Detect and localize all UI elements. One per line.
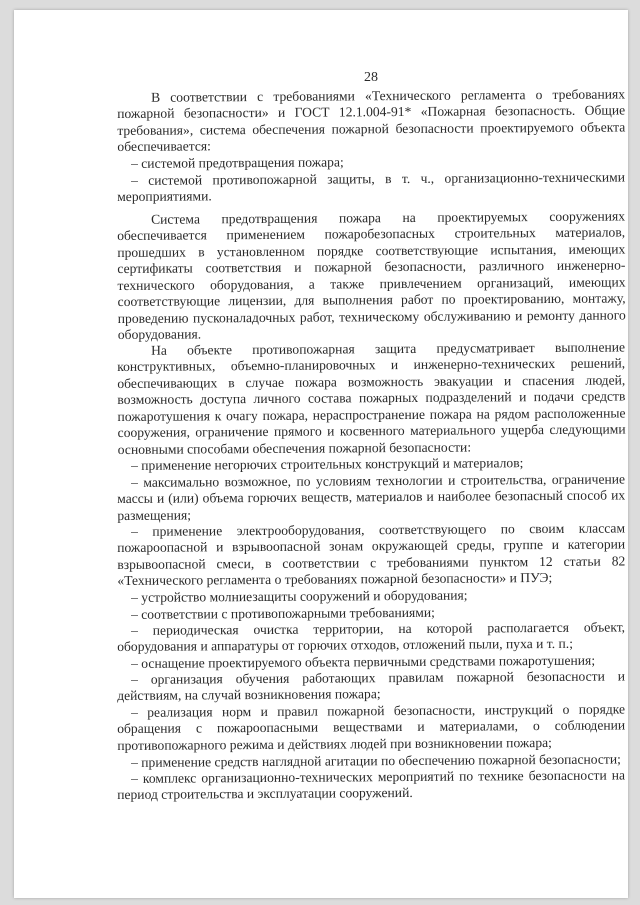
- protection-item: – организация обучения работающих правилам пожарной безопасности и действиям, на случай возникновения пожара;: [117, 668, 626, 704]
- protection-item: – комплекс организационно-технических мероприятий по технике безопасности на период строительства и эксплуатации сооружений.: [117, 767, 626, 803]
- intro-item: – системой предотвращения пожара;: [130, 154, 344, 172]
- prevention-paragraph: Система предотвращения пожара на проектируемых сооружениях обеспечивается применением пожаробезопасных строительных материалов, прошедших в установленном порядке соответствующие испытания, имеющих сертификаты соответствия и пожарной безопасности, различного инженерно-технического оборудования, а также привлечением организаций, имеющих соответствующие лицензии, для выполнения работ по проектированию, монтажу, проведению пусконаладочных работ, техническому обслуживанию и ремонту данного оборудования.: [117, 208, 626, 342]
- document-page: [14, 10, 628, 898]
- page-content: [117, 70, 625, 804]
- intro-item: – системой противопожарной защиты, в т. ч., организационно-техническими мероприятиями.: [117, 169, 626, 205]
- page-number: 28: [364, 70, 378, 85]
- protection-item: – соответствии с противопожарными требованиями;: [130, 604, 435, 622]
- protection-item: – применение негорючих строительных конструкций и материалов;: [130, 455, 524, 474]
- protection-item: – применение электрооборудования, соответствующего по своим классам пожароопасной и взрывоопасной зонам окружающей среды, группе и категории взрывоопасной смеси, в соответствии с требованиями пунктом 12 статьи 82 «Технического регламента о требованиях пожарной безопасности» и ПУЭ;: [117, 520, 626, 589]
- protection-item: – применение средств наглядной агитации по обеспечению пожарной безопасности;: [130, 751, 621, 770]
- protection-item: – устройство молниезащиты сооружений и оборудования;: [130, 587, 468, 605]
- protection-item: – оснащение проектируемого объекта первичными средствами пожаротушения;: [130, 652, 596, 671]
- protection-paragraph: На объекте противопожарная защита предусматривает выполнение конструктивных, объемно-планировочных и инженерно-технических решений, обеспечивающих в случае пожара возможность эвакуации и спасения людей, возможность доступа личного состава пожарных подразделений и подачи средств пожаротушения к очагу пожара, нераспространение пожара на рядом расположенные сооружения, ограничение прямого и косвенного материального ущерба следующими основными способами обеспечения пожарной безопасности:: [117, 339, 626, 457]
- intro-paragraph: В соответствии с требованиями «Технического регламента о требованиях пожарной безопасности» и ГОСТ 12.1.004-91* «Пожарная безопасность. Общие требования», система обеспечения пожарной безопасности проектируемого объекта обеспечивается:: [117, 86, 626, 155]
- protection-item: – максимально возможное, по условиям технологии и строительства, ограничение массы и (или) объема горючих веществ, материалов и наиболее безопасный способ их размещения;: [117, 471, 626, 523]
- protection-item: – периодическая очистка территории, на которой располагается объект, оборудования и аппаратуры от горючих отходов, отложений пыли, пуха и т. п.;: [117, 619, 626, 655]
- protection-item: – реализация норм и правил пожарной безопасности, инструкций о порядке обращения с пожароопасными веществами и материалами, о соблюдении противопожарного режима и действиях людей при возникновении пожара;: [117, 701, 626, 754]
